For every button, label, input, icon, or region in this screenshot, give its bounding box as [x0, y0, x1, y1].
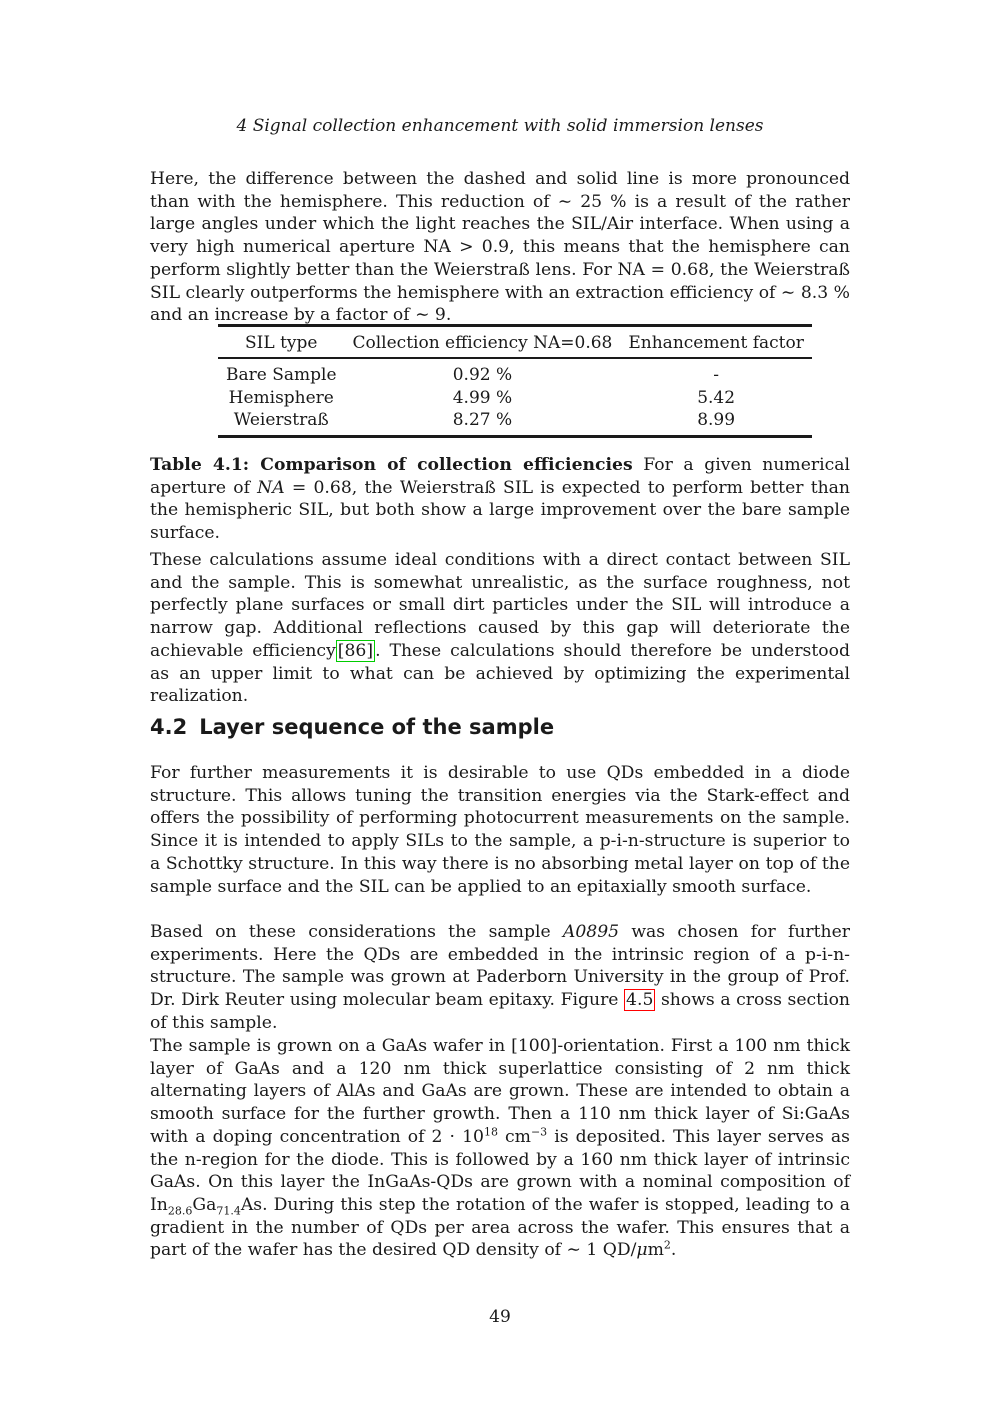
table-row: [218, 387, 812, 410]
paragraph-text: is deposited. This layer serves as the n-region for the diode. This is followed by a 160 nm thick layer of intrinsic GaAs. On this layer the InGaAs-QDs are grown with a nominal composition of In: [150, 1126, 850, 1215]
table-cell: 8.99: [620, 409, 811, 436]
table-row: [218, 358, 812, 387]
table-cell: Bare Sample: [226, 365, 337, 385]
section-title: Layer sequence of the sample: [199, 715, 555, 739]
collection-efficiency-table: [218, 324, 812, 438]
paragraph-text: cm: [497, 1126, 531, 1147]
superscript: 2: [663, 1238, 671, 1252]
table-cell: 0.92 %: [452, 365, 513, 385]
caption-title: Table 4.1: Comparison of collection efficiencies: [150, 455, 633, 475]
paragraph-text: was chosen for further experiments. Here the QDs are embedded in the intrinsic region of a p-i-n-structure. The sample was grown at Paderborn University in the group of Prof. Dr. Dirk Reuter using molecular beam epitaxy. Figure: [150, 922, 850, 1011]
section-number: 4.2: [150, 715, 188, 739]
paragraph-4: [150, 921, 850, 1035]
paragraph-text: shows a cross section of this sample.: [150, 990, 850, 1033]
col-header-enhancement-factor: Enhancement factor: [620, 326, 811, 359]
subscript: 71.4: [216, 1204, 241, 1218]
table-cell: 4.99 %: [452, 387, 513, 408]
paragraph-text: The sample is grown on a GaAs wafer in [100]-orientation. First a 100 nm thick layer of GaAs and a 120 nm thick superlattice consisting of 2 nm thick alternating layers of AlAs and GaAs are grown. These are intended to obtain a smooth surface for the further growth. Then a 110 nm thick layer of Si:GaAs with a doping concentration of 2 · 10: [150, 1036, 850, 1147]
paragraph-text: m: [647, 1240, 664, 1261]
col-header-sil-type: SIL type: [218, 326, 345, 359]
paragraph-text: . These calculations should therefore be understood as an upper limit to what can be achieved by optimizing the experimental realization.: [150, 640, 850, 707]
paragraph-text: Ga: [192, 1194, 217, 1215]
figure-link[interactable]: 4.5: [626, 990, 654, 1011]
page-number: 49: [489, 1307, 511, 1327]
table-cell: 5.42: [697, 387, 736, 408]
paragraph-text: Based on these considerations the sample: [150, 922, 563, 942]
superscript: −3: [530, 1125, 548, 1139]
paragraph-text: These calculations assume ideal conditions with a direct contact between SIL and the sample. This is somewhat unrealistic, as the surface roughness, not perfectly plane surfaces or small dirt particles under the SIL will introduce a narrow gap. Additional reflections caused by this gap will deteriorate the achievable efficiency: [150, 550, 850, 661]
sample-name: A0895: [562, 922, 620, 942]
subscript: 28.6: [167, 1204, 193, 1218]
paragraph-text: As. During this step the rotation of the wafer is stopped, leading to a gradient in the number of QDs per area across the wafer. This ensures that a part of the wafer has the desired QD density of ∼ 1 QD/: [150, 1194, 850, 1261]
table-caption: [150, 454, 850, 545]
paragraph-5: [150, 1035, 850, 1262]
citation-link[interactable]: [86]: [337, 640, 374, 661]
mu-symbol: μ: [636, 1240, 648, 1261]
paragraph-3: For further measurements it is desirable to use QDs embedded in a diode structure. This allows tuning the transition energies via the Stark-effect and offers the possibility of performing photocurrent measurements on the sample. Since it is intended to apply SILs to the sample, a p-i-n-structure is superior to a Schottky structure. In this way there is no absorbing metal layer on top of the sample surface and the SIL can be applied to an epitaxially smooth surface.: [150, 763, 850, 897]
superscript: 18: [483, 1125, 498, 1139]
running-header: 4 Signal collection enhancement with solid immersion lenses: [236, 116, 764, 136]
caption-na-symbol: NA: [257, 477, 285, 498]
section-heading: [150, 715, 554, 739]
caption-text: = 0.68, the Weierstraß SIL is expected to perform better than the hemispheric SIL, but both show a large improvement over the bare sample surface.: [150, 477, 850, 544]
table-cell: Hemisphere: [228, 387, 334, 408]
paragraph-1: Here, the difference between the dashed and solid line is more pronounced than with the hemisphere. This reduction of ∼ 25 % is a result of the rather large angles under which the light reaches the SIL/Air interface. When using a very high numerical aperture NA > 0.9, this means that the hemisphere can perform slightly better than the Weierstraß lens. For NA = 0.68, the Weierstraß SIL clearly outperforms the hemisphere with an extraction efficiency of ∼ 8.3 % and an increase by a factor of ∼ 9.: [150, 169, 850, 326]
table-cell: Weierstraß: [218, 409, 345, 436]
table-header-row: [218, 326, 812, 359]
col-header-collection-efficiency: Collection efficiency NA=0.68: [345, 326, 621, 359]
table-cell: 8.27 %: [345, 409, 621, 436]
paragraph-2: [150, 549, 850, 708]
table-row: [218, 409, 812, 436]
paragraph-text: .: [670, 1240, 677, 1261]
table-cell: -: [713, 365, 719, 385]
caption-text: For a given numerical aperture of: [150, 455, 850, 498]
